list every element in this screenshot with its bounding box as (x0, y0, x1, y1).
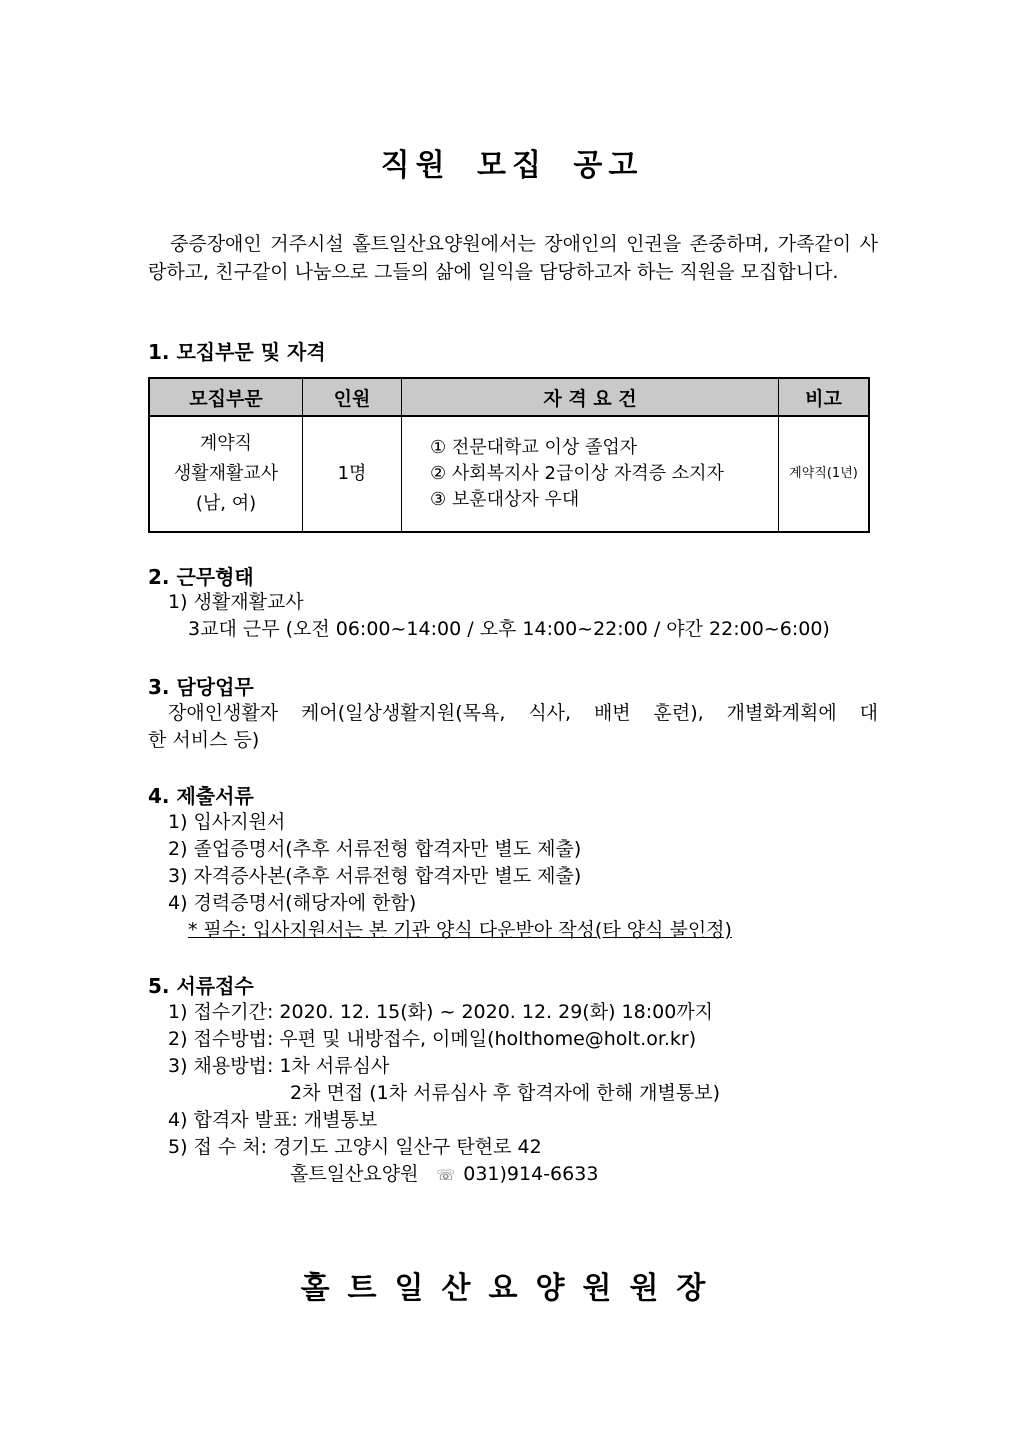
required-note: * 필수: 입사지원서는 본 기관 양식 다운받아 작성(타 양식 불인정) (188, 919, 732, 941)
work-type-line: 1) 생활재활교사 (168, 591, 304, 613)
document-item: 4) 경력증명서(해당자에 한함) (168, 892, 417, 914)
requirement-item: ① 전문대학교 이상 졸업자 (430, 437, 638, 458)
submission-line: 5) 접 수 처: 경기도 고양시 일산구 탄현로 42 (168, 1136, 542, 1158)
section-heading-documents: 4. 제출서류 (148, 784, 254, 808)
submission-line: 2차 면접 (1차 서류심사 후 합격자에 한해 개별통보) (290, 1082, 721, 1104)
page-title: 직원 모집 공고 (380, 148, 644, 183)
table-header: 모집부문 (149, 378, 303, 416)
contact-line (290, 1161, 598, 1188)
requirement-item: ② 사회복지사 2급이상 자격증 소지자 (430, 463, 724, 484)
phone-number: 031)914-6633 (463, 1163, 599, 1185)
table-header-row (149, 378, 869, 416)
document-item: 3) 자격증사본(추후 서류전형 합격자만 별도 제출) (168, 865, 582, 887)
table-header: 비고 (779, 378, 870, 416)
document-item: 2) 졸업증명서(추후 서류전형 합격자만 별도 제출) (168, 838, 582, 860)
section-heading-duties: 3. 담당업무 (148, 675, 254, 699)
section-heading-recruitment: 1. 모집부문 및 자격 (148, 340, 326, 364)
table-header: 자 격 요 건 (402, 378, 779, 416)
dept-line: 계약직 (199, 433, 253, 454)
section-heading-work-type: 2. 근무형태 (148, 565, 254, 589)
submission-line: 3) 채용방법: 1차 서류심사 (168, 1055, 390, 1077)
submission-line: 2) 접수방법: 우편 및 내방접수, 이메일(holthome@holt.or.kr) (168, 1028, 697, 1050)
count-cell: 1명 (303, 416, 402, 532)
section-heading-submission: 5. 서류접수 (148, 974, 254, 998)
requirements-cell (402, 416, 779, 532)
duties-line: 한 서비스 등) (148, 729, 260, 751)
dept-cell (149, 416, 303, 532)
intro-paragraph: 중증장애인 거주시설 홀트일산요양원에서는 장애인의 인권을 존중하며, 가족같이 사랑하고, 친구같이 나눔으로 그들의 삶에 일익을 담당하고자 하는 직원을 모집합니다. (148, 233, 878, 283)
submission-line: 4) 합격자 발표: 개별통보 (168, 1109, 378, 1131)
recruitment-table (148, 377, 870, 533)
dept-line: 생활재활교사 (173, 463, 279, 484)
requirement-item: ③ 보훈대상자 우대 (430, 489, 580, 510)
table-header: 인원 (303, 378, 402, 416)
telephone-icon: ☏ (436, 1166, 456, 1184)
submission-line: 1) 접수기간: 2020. 12. 15(화) ~ 2020. 12. 29(화) 18:00까지 (168, 1001, 713, 1023)
signature-footer: 홀트일산요양원원장 (300, 1271, 724, 1306)
duties-line: 장애인생활자 케어(일상생활지원(목욕, 식사, 배변 훈련), 개별화계획에 대 (168, 702, 878, 724)
dept-line: (남, 여) (195, 493, 257, 514)
document-item: 1) 입사지원서 (168, 811, 286, 833)
org-name: 홀트일산요양원 (290, 1163, 419, 1185)
note-cell: 계약직(1년) (779, 416, 870, 532)
work-type-line: 3교대 근무 (오전 06:00~14:00 / 오후 14:00~22:00 / 야간 22:00~6:00) (188, 618, 830, 640)
table-row (149, 416, 869, 532)
